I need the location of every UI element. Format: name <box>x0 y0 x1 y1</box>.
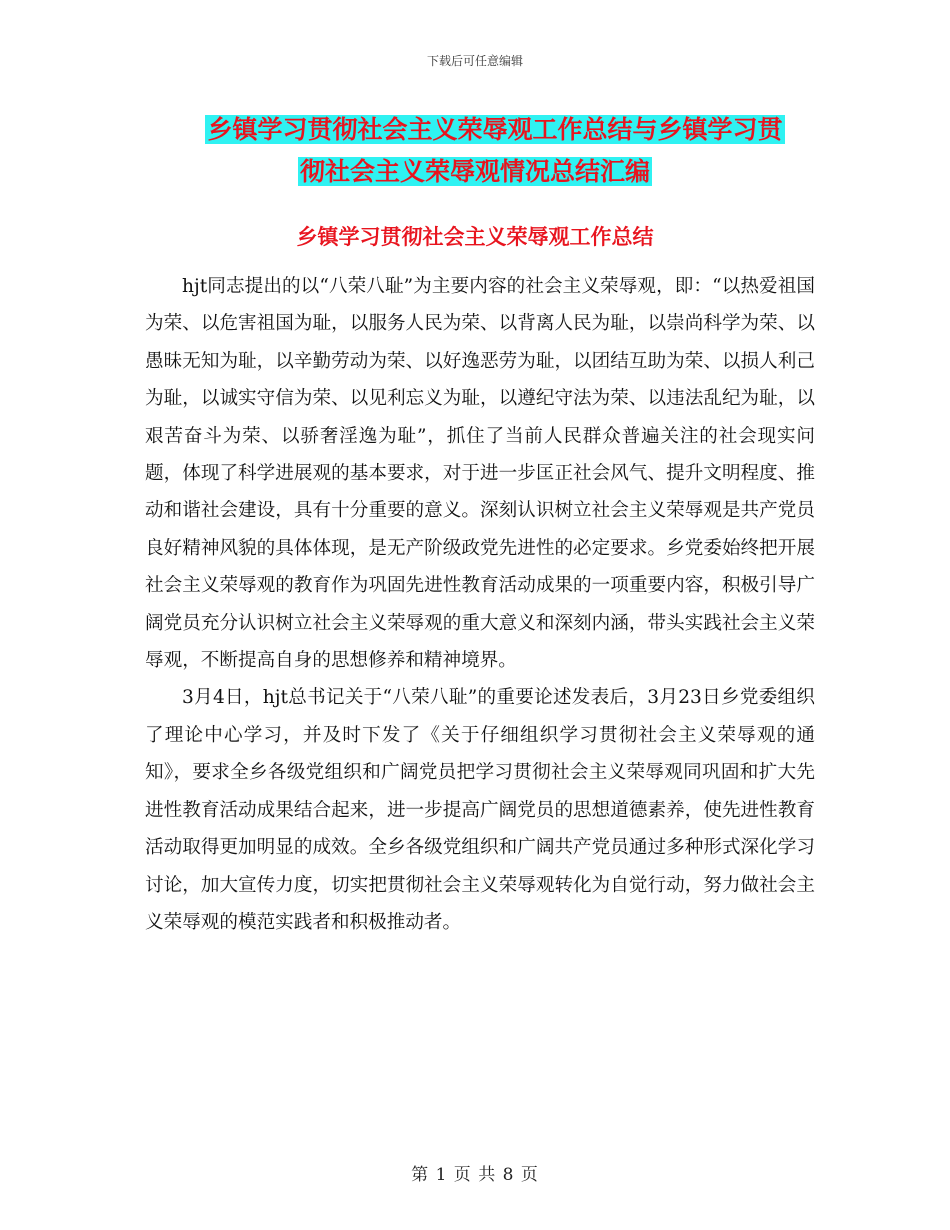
body-text <box>145 268 815 941</box>
document-title-line-1 <box>0 110 950 150</box>
document-title-line-2 <box>0 152 950 192</box>
paragraph-1: hjt同志提出的以“八荣八耻”为主要内容的社会主义荣辱观，即：“以热爱祖国为荣、以危害祖国为耻，以服务人民为荣、以背离人民为耻，以崇尚科学为荣、以愚昧无知为耻，以辛勤劳动为荣、以好逸恶劳为耻，以团结互助为荣、以损人利己为耻，以诚实守信为荣、以见利忘义为耻，以遵纪守法为荣、以违法乱纪为耻，以艰苦奋斗为荣、以骄奢淫逸为耻”，抓住了当前人民群众普遍关注的社会现实问题，体现了科学进展观的基本要求，对于进一步匡正社会风气、提升文明程度、推动和谐社会建设，具有十分重要的意义。深刻认识树立社会主义荣辱观是共产党员良好精神风貌的具体体现，是无产阶级政党先进性的必定要求。乡党委始终把开展社会主义荣辱观的教育作为巩固先进性教育活动成果的一项重要内容，积极引导广阔党员充分认识树立社会主义荣辱观的重大意义和深刻内涵，带头实践社会主义荣辱观，不断提高自身的思想修养和精神境界。 <box>145 276 815 672</box>
section-title: 乡镇学习贯彻社会主义荣辱观工作总结 <box>296 225 654 249</box>
page-footer: 第 1 页 共 8 页 <box>411 1165 539 1185</box>
paragraph-2: 3月4日，hjt总书记关于“八荣八耻”的重要论述发表后，3月23日乡党委组织了理论中心学习，并及时下发了《关于仔细组织学习贯彻社会主义荣辱观的通知》，要求全乡各级党组织和广阔党员把学习贯彻社会主义荣辱观同巩固和扩大先进性教育活动成果结合起来，进一步提高广阔党员的思想道德素养，使先进性教育活动取得更加明显的成效。全乡各级党组织和广阔共产党员通过多种形式深化学习讨论，加大宣传力度，切实把贯彻社会主义荣辱观转化为自觉行动，努力做社会主义荣辱观的模范实践者和积极推动者。 <box>145 687 815 933</box>
title-highlight-2: 彻社会主义荣辱观情况总结汇编 <box>299 157 650 186</box>
header-note: 下载后可任意编辑 <box>426 54 523 68</box>
title-highlight-1: 乡镇学习贯彻社会主义荣辱观工作总结与乡镇学习贯 <box>207 115 783 144</box>
